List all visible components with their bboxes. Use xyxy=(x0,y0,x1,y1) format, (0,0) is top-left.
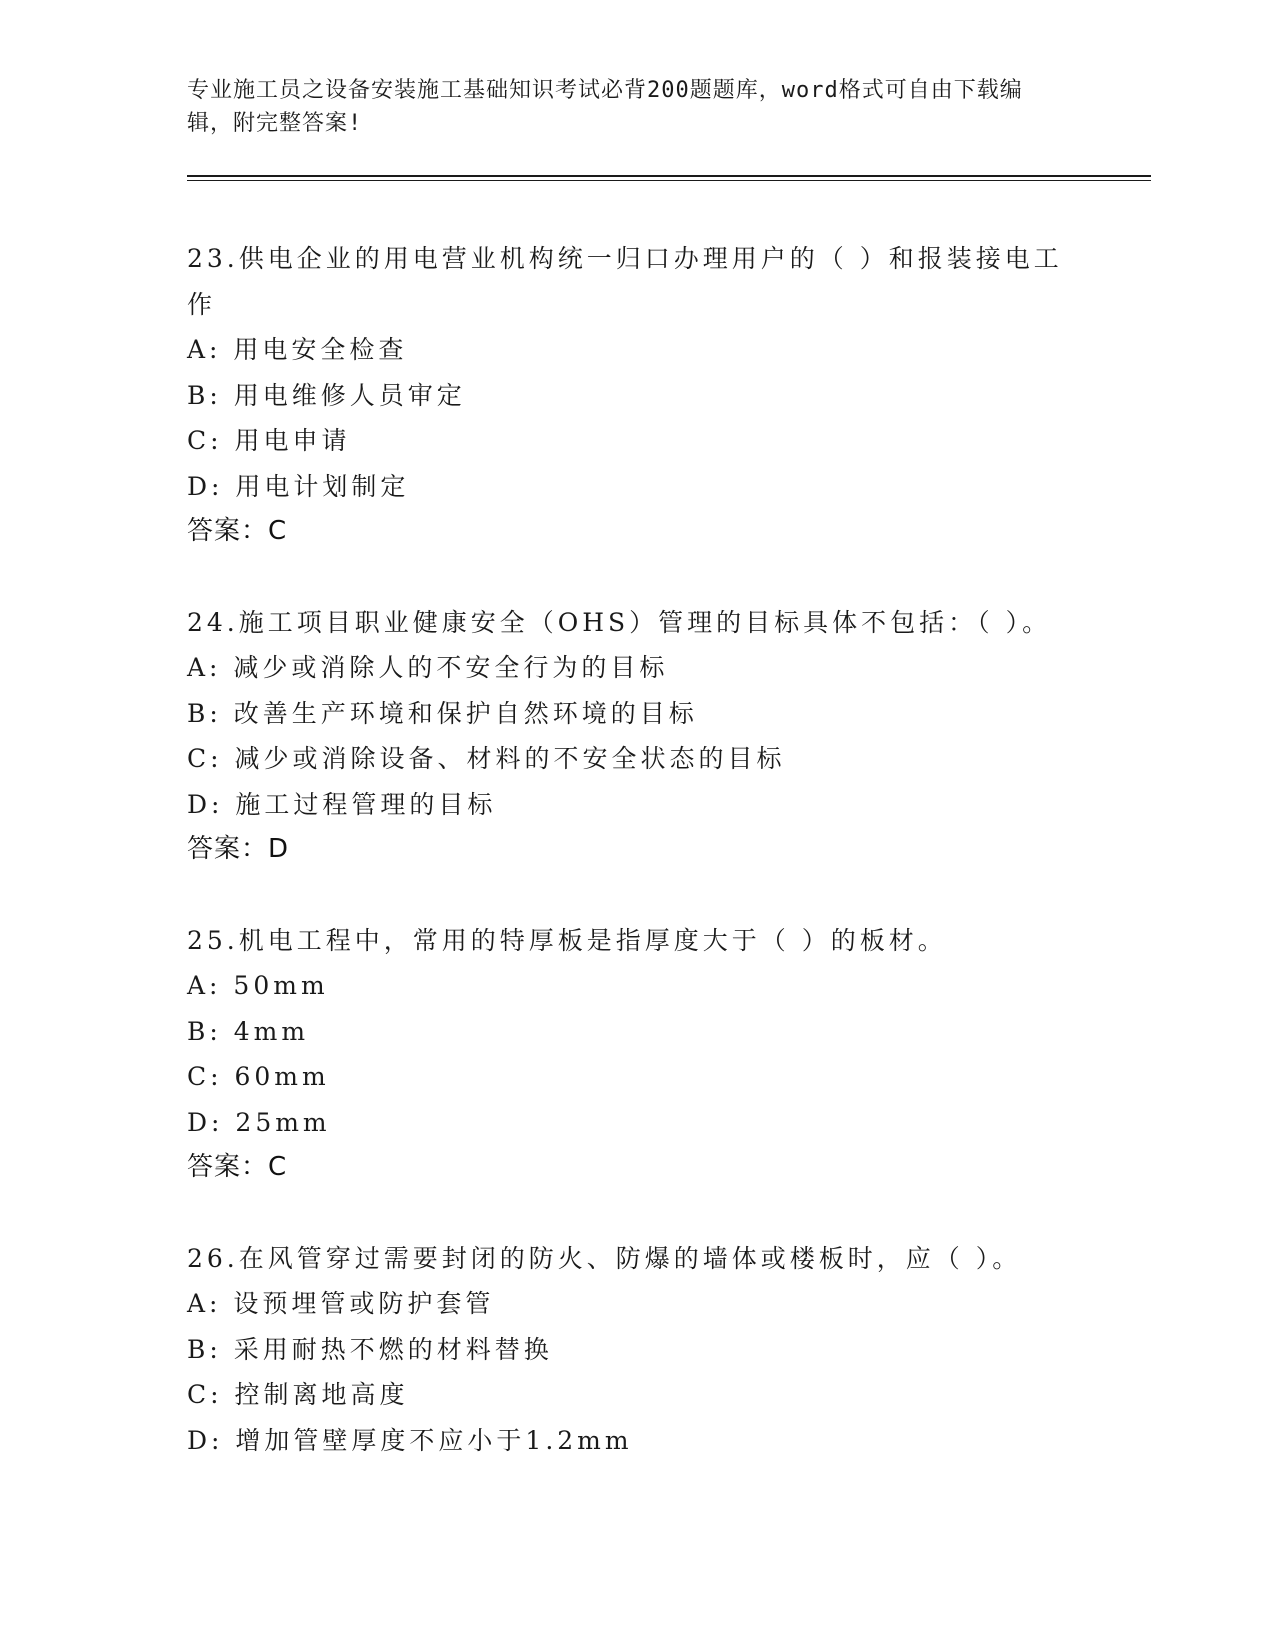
answer-line: 答案：D xyxy=(187,834,290,864)
option-b: B: 改善生产环境和保护自然环境的目标 xyxy=(187,698,698,728)
option-a: A: 用电安全检查 xyxy=(187,335,408,364)
option-d: D: 增加管壁厚度不应小于1.2mm xyxy=(187,1425,633,1455)
option-c: C: 减少或消除设备、材料的不安全状态的目标 xyxy=(187,744,786,773)
question-23 xyxy=(187,236,1067,555)
option-c: C: 控制离地高度 xyxy=(187,1380,409,1409)
question-25 xyxy=(187,918,1067,1191)
document-header-title: 专业施工员之设备安装施工基础知识考试必背200题题库，word格式可自由下载编辑，附完整答案! xyxy=(187,78,1023,136)
option-b: B: 4mm xyxy=(187,1016,310,1046)
option-a: A: 设预埋管或防护套管 xyxy=(187,1289,495,1318)
question-24 xyxy=(187,600,1067,873)
option-a: A: 50mm xyxy=(187,971,329,1000)
question-stem: 26.在风管穿过需要封闭的防火、防爆的墙体或楼板时，应（ ）。 xyxy=(187,1243,1022,1273)
option-d: D: 施工过程管理的目标 xyxy=(187,789,497,819)
option-d: D: 用电计划制定 xyxy=(187,471,410,501)
answer-line: 答案：C xyxy=(187,516,288,546)
question-stem: 24.施工项目职业健康安全（OHS）管理的目标具体不包括：（ ）。 xyxy=(187,607,1052,637)
option-d: D: 25mm xyxy=(187,1107,331,1137)
header-divider-thin xyxy=(187,180,1151,181)
answer-line: 答案：C xyxy=(187,1152,288,1182)
question-stem: 23.供电企业的用电营业机构统一归口办理用户的（ ）和报装接电工作 xyxy=(187,244,1063,319)
option-c: C: 60mm xyxy=(187,1062,330,1091)
question-stem: 25.机电工程中，常用的特厚板是指厚度大于（ ）的板材。 xyxy=(187,925,947,955)
question-26 xyxy=(187,1236,1067,1464)
question-list xyxy=(187,236,1067,1508)
option-b: B: 采用耐热不燃的材料替换 xyxy=(187,1334,553,1364)
option-a: A: 减少或消除人的不安全行为的目标 xyxy=(187,653,669,682)
option-c: C: 用电申请 xyxy=(187,426,351,455)
header-divider-thick xyxy=(187,175,1151,177)
option-b: B: 用电维修人员审定 xyxy=(187,380,466,410)
